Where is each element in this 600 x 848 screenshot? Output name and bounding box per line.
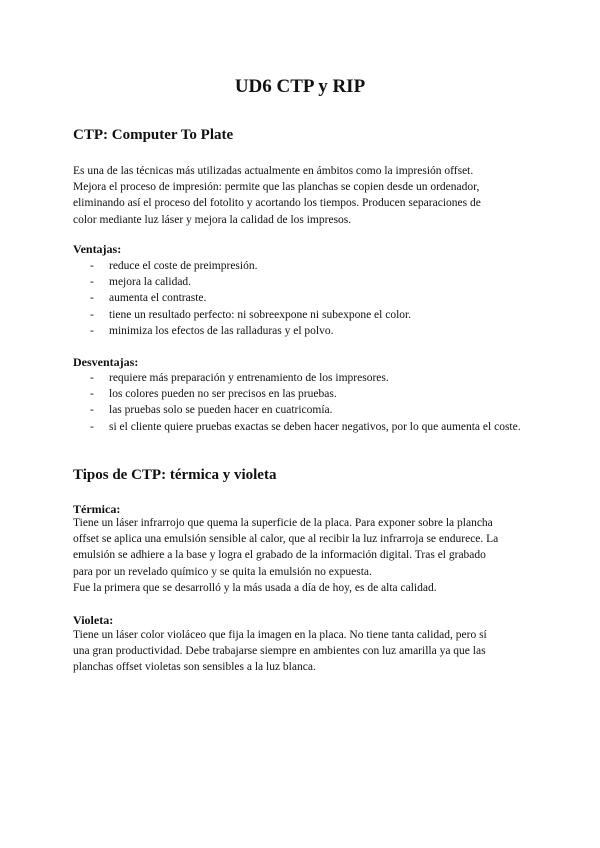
document-title: UD6 CTP y RIP [234,76,366,97]
intro-line: color mediante luz láser y mejora la calidad de los impresos. [73,213,352,226]
violeta-line: una gran productividad. Debe trabajarse siempre en ambientes con luz amarilla ya que las [73,645,486,658]
list-item-text: tiene un resultado perfecto: ni sobreexpone ni subexpone el color. [109,308,412,321]
intro-line: Es una de las técnicas más utilizadas actualmente en ámbitos como la impresión offset. [73,165,474,177]
intro-paragraph [73,163,535,228]
termica-line: emulsión se adhiere a la base y logra el grabado de la información digital. Tras el grabado [73,549,486,562]
termica-line: offset se aplica una emulsión sensible al calor, que al recibir la luz infrarroja se endurece. La [73,533,499,546]
list-bullet: - [90,324,94,337]
violeta-line: planchas offset violetas son sensibles a la luz blanca. [73,661,316,674]
list-bullet: - [90,372,94,384]
list-item-text: reduce el coste de preimpresión. [109,260,258,272]
violeta-heading: Violeta: [73,613,114,627]
list-item [73,386,535,402]
list-item [73,402,535,418]
section-heading-tipos-ctp: Tipos de CTP: térmica y violeta [73,467,277,483]
list-item-text: aumenta el contraste. [109,292,207,305]
termica-line: Fue la primera que se desarrolló y la más usada a día de hoy, es de alta calidad. [73,581,437,594]
termica-line: Tiene un láser infrarrojo que quema la superficie de la placa. Para exponer sobre la plancha [73,517,493,529]
list-bullet: - [90,420,94,433]
list-item-text: minimiza los efectos de las ralladuras y el polvo. [109,324,334,337]
list-item-text: los colores pueden no ser precisos en las pruebas. [109,388,337,401]
ventajas-heading: Ventajas: [73,242,122,256]
list-item-text: si el cliente quiere pruebas exactas se deben hacer negativos, por lo que aumenta el coste. [109,420,521,433]
desventajas-heading: Desventajas: [73,355,139,369]
list-item [73,323,535,339]
termica-paragraph [73,515,535,596]
list-item-text: requiere más preparación y entrenamiento de los impresores. [109,372,389,384]
termica-line: para por un revelado químico y se quita la emulsión no expuesta. [73,565,372,578]
termica-heading: Térmica: [73,502,121,516]
violeta-line: Tiene un láser color violáceo que fija la imagen en la placa. No tiene tanta calidad, pero sí [73,629,487,641]
list-item [73,370,535,386]
list-item [73,419,535,435]
list-item [73,307,535,323]
list-item-text: las pruebas solo se pueden hacer en cuatricomía. [109,404,333,417]
list-bullet: - [90,292,94,305]
intro-line: Mejora el proceso de impresión: permite que las planchas se copien desde un ordenador, [73,181,480,194]
list-bullet: - [90,388,94,401]
list-item [73,274,535,290]
list-bullet: - [90,404,94,417]
list-item-text: mejora la calidad. [109,276,192,289]
violeta-paragraph [73,627,535,676]
intro-line: eliminando así el proceso del fotolito y acortando los tiempos. Producen separaciones de [73,197,481,210]
list-bullet: - [90,260,94,272]
list-item [73,258,535,274]
list-bullet: - [90,308,94,321]
section-heading-ctp: CTP: Computer To Plate [73,127,234,143]
list-bullet: - [90,276,94,289]
desventajas-list [73,370,535,435]
ventajas-list [73,258,535,339]
list-item [73,290,535,306]
